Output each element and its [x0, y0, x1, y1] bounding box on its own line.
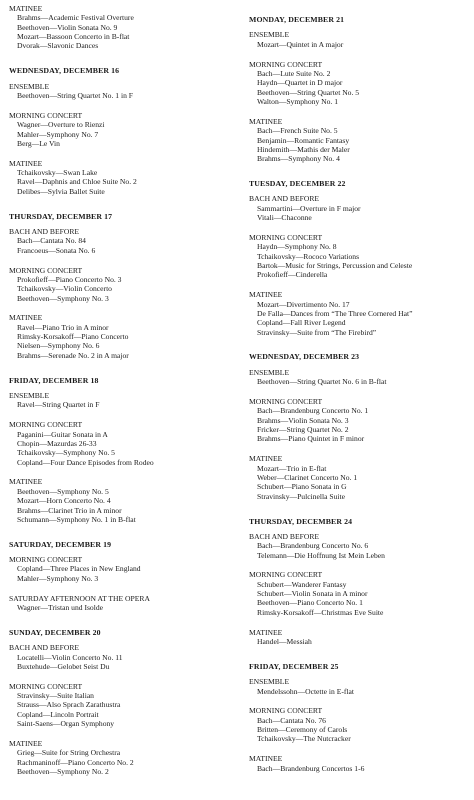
- program-section-title: MATINEE: [249, 116, 283, 126]
- program-piece: Bartok—Music for Strings, Percussion and Celeste: [257, 261, 413, 270]
- program-piece: Delibes—Sylvia Ballet Suite: [17, 186, 105, 196]
- day-heading: THURSDAY, DECEMBER 17: [9, 211, 113, 221]
- program-piece: Handel—Messiah: [257, 637, 312, 646]
- program-piece: Bach—Cantata No. 76: [257, 715, 326, 725]
- program-section-title: MORNING CONCERT: [9, 420, 83, 430]
- program-piece: Beethoven—Symphony No. 3: [17, 293, 109, 303]
- program-piece: De Falla—Dances from “The Three Cornered Hat”: [257, 308, 413, 318]
- program-piece: Stravinsky—Pulcinella Suite: [257, 491, 345, 501]
- program-piece: Francoeus—Sonata No. 6: [17, 245, 96, 255]
- program-piece: Beethoven—Symphony No. 2: [17, 767, 109, 776]
- program-piece: Tchaikovsky—Swan Lake: [17, 168, 98, 178]
- program-section-title: MATINEE: [9, 4, 43, 13]
- program-section-title: MATINEE: [9, 313, 43, 323]
- program-section-title: MORNING CONCERT: [249, 59, 323, 69]
- program-section-title: ENSEMBLE: [249, 367, 290, 377]
- program-piece: Ravel—Piano Trio in A minor: [17, 322, 109, 332]
- program-piece: Brahms—Clarinet Trio in A minor: [17, 505, 122, 515]
- program-piece: Paganini—Guitar Sonata in A: [17, 429, 108, 439]
- program-piece: Prokofieff—Cinderella: [257, 270, 328, 280]
- program-piece: Ravel—Daphnis and Chloe Suite No. 2: [17, 177, 137, 187]
- program-piece: Walton—Symphony No. 1: [257, 96, 339, 106]
- program-section-title: BACH AND BEFORE: [249, 194, 320, 204]
- program-piece: Bach—Lute Suite No. 2: [257, 68, 331, 78]
- program-piece: Wagner—Overture to Rienzi: [17, 120, 105, 130]
- program-piece: Mendelssohn—Octette in E-flat: [257, 686, 355, 696]
- program-section-title: MORNING CONCERT: [9, 555, 83, 565]
- day-heading: WEDNESDAY, DECEMBER 23: [249, 352, 360, 362]
- program-piece: Nielsen—Symphony No. 6: [17, 341, 100, 351]
- program-section-title: MATINEE: [249, 627, 283, 637]
- program-piece: Strauss—Also Sprach Zarathustra: [17, 700, 121, 710]
- day-heading: FRIDAY, DECEMBER 25: [249, 661, 339, 671]
- program-piece: Haydn—Quartet in D major: [257, 78, 343, 88]
- program-piece: Schumann—Symphony No. 1 in B-flat: [17, 514, 136, 524]
- program-piece: Beethoven—Symphony No. 5: [17, 486, 109, 496]
- program-piece: Weber—Clarinet Concerto No. 1: [257, 472, 358, 482]
- program-piece: Fricker—String Quartet No. 2: [257, 425, 349, 435]
- program-piece: Rimsky-Korsakoff—Christmas Eve Suite: [257, 607, 384, 617]
- program-piece: Brahms—Serenade No. 2 in A major: [17, 350, 129, 360]
- program-piece: Tchaikovsky—Violin Concerto: [17, 284, 112, 294]
- program-piece: Stravinsky—Suite from “The Firebird”: [257, 327, 377, 337]
- program-piece: Bach—Brandenburg Concerto No. 6: [257, 541, 369, 551]
- day-heading: SUNDAY, DECEMBER 20: [9, 627, 101, 637]
- program-piece: Mozart—Quintet in A major: [257, 39, 344, 49]
- program-piece: Prokofieff—Piano Concerto No. 3: [17, 274, 122, 284]
- program-section-title: SATURDAY AFTERNOON AT THE OPERA: [9, 593, 150, 603]
- program-piece: Chopin—Mazurdas 26-33: [17, 438, 97, 448]
- program-section-title: BACH AND BEFORE: [9, 643, 80, 653]
- program-section-title: MATINEE: [249, 290, 283, 300]
- program-piece: Brahms—Symphony No. 4: [257, 154, 340, 164]
- program-piece: Mozart—Divertimento No. 17: [257, 299, 350, 309]
- program-section-title: BACH AND BEFORE: [9, 226, 80, 236]
- program-section-title: MORNING CONCERT: [249, 570, 323, 580]
- program-piece: Ravel—String Quartet in F: [17, 400, 100, 410]
- program-piece: Copland—Three Places in New England: [17, 564, 141, 574]
- program-piece: Grieg—Suite for String Orchestra: [17, 748, 121, 758]
- program-piece: Beethoven—Violin Sonata No. 9: [17, 22, 118, 32]
- program-piece: Telemann—Die Hoffnung Ist Mein Leben: [257, 550, 385, 560]
- day-heading: FRIDAY, DECEMBER 18: [9, 375, 99, 385]
- program-piece: Schubert—Violin Sonata in A minor: [257, 589, 368, 599]
- day-heading: SATURDAY, DECEMBER 19: [9, 539, 112, 549]
- program-piece: Benjamin—Romantic Fantasy: [257, 135, 350, 145]
- program-piece: Mozart—Horn Concerto No. 4: [17, 496, 111, 506]
- program-section-title: MORNING CONCERT: [249, 706, 323, 716]
- program-piece: Mozart—Bassoon Concerto in B-flat: [17, 32, 130, 42]
- program-piece: Stravinsky—Suite Italian: [17, 691, 94, 701]
- program-section-title: ENSEMBLE: [9, 81, 50, 91]
- program-piece: Sammartini—Overture in F major: [257, 203, 361, 213]
- program-piece: Mozart—Trio in E-flat: [257, 463, 327, 473]
- program-piece: Tchaikovsky—Symphony No. 5: [17, 448, 115, 458]
- program-piece: Saint-Saens—Organ Symphony: [17, 719, 115, 729]
- program-piece: Mahler—Symphony No. 3: [17, 573, 99, 583]
- program-piece: Beethoven—Piano Concerto No. 1: [257, 598, 363, 608]
- program-piece: Bach—Brandenburg Concertos 1-6: [257, 763, 365, 773]
- program-piece: Bach—Cantata No. 84: [17, 236, 86, 246]
- program-piece: Schubert—Wanderer Fantasy: [257, 579, 347, 589]
- program-piece: Copland—Four Dance Episodes from Rodeo: [17, 457, 154, 467]
- program-piece: Brahms—Piano Quintet in F minor: [257, 434, 365, 444]
- program-piece: Brahms—Violin Sonata No. 3: [257, 415, 349, 425]
- program-section-title: MORNING CONCERT: [9, 110, 83, 120]
- program-piece: Copland—Fall River Legend: [257, 318, 346, 328]
- program-piece: Tchaikovsky—Rococo Variations: [257, 251, 360, 261]
- program-section-title: MORNING CONCERT: [9, 681, 83, 691]
- program-piece: Dvorak—Slavonic Dances: [17, 41, 99, 51]
- program-section-title: MATINEE: [9, 158, 43, 168]
- program-section-title: ENSEMBLE: [249, 30, 290, 40]
- program-section-title: MORNING CONCERT: [9, 265, 83, 275]
- program-piece: Brahms—Academic Festival Overture: [17, 13, 134, 23]
- program-piece: Rachmaninoff—Piano Concerto No. 2: [17, 757, 134, 767]
- program-section-title: MATINEE: [9, 477, 43, 487]
- program-piece: Vitali—Chaconne: [257, 213, 312, 223]
- program-piece: Beethoven—String Quartet No. 5: [257, 87, 360, 97]
- program-piece: Buxtehude—Gelobet Seist Du: [17, 661, 110, 671]
- program-piece: Rimsky-Korsakoff—Piano Concerto: [17, 332, 129, 342]
- program-piece: Beethoven—String Quartet No. 6 in B-flat: [257, 377, 387, 387]
- program-piece: Haydn—Symphony No. 8: [257, 242, 337, 252]
- program-section-title: MORNING CONCERT: [249, 232, 323, 242]
- program-piece: Copland—Lincoln Portrait: [17, 709, 99, 719]
- program-piece: Wagner—Tristan und Isolde: [17, 602, 104, 612]
- program-section-title: MATINEE: [249, 454, 283, 464]
- program-section-title: ENSEMBLE: [249, 677, 290, 687]
- day-heading: WEDNESDAY, DECEMBER 16: [9, 66, 120, 76]
- program-piece: Britten—Ceremony of Carols: [257, 725, 348, 735]
- program-section-title: BACH AND BEFORE: [249, 531, 320, 541]
- program-piece: Locatelli—Violin Concerto No. 11: [17, 652, 123, 662]
- program-section-title: ENSEMBLE: [9, 391, 50, 400]
- program-piece: Bach—Brandenburg Concerto No. 1: [257, 406, 369, 416]
- day-heading: THURSDAY, DECEMBER 24: [249, 516, 353, 526]
- program-piece: Berg—Le Vin: [17, 138, 60, 148]
- program-piece: Beethoven—String Quartet No. 1 in F: [17, 90, 134, 100]
- program-section-title: MORNING CONCERT: [249, 397, 323, 406]
- day-heading: TUESDAY, DECEMBER 22: [249, 179, 346, 189]
- program-section-title: MATINEE: [9, 738, 43, 748]
- program-piece: Schubert—Piano Sonata in G: [257, 482, 347, 492]
- program-piece: Tchaikovsky—The Nutcracker: [257, 734, 351, 744]
- program-piece: Mahler—Symphony No. 7: [17, 129, 99, 139]
- program-piece: Hindemith—Mathis der Maler: [257, 144, 350, 154]
- program-piece: Bach—French Suite No. 5: [257, 126, 338, 136]
- program-section-title: MATINEE: [249, 754, 283, 764]
- day-heading: MONDAY, DECEMBER 21: [249, 15, 345, 24]
